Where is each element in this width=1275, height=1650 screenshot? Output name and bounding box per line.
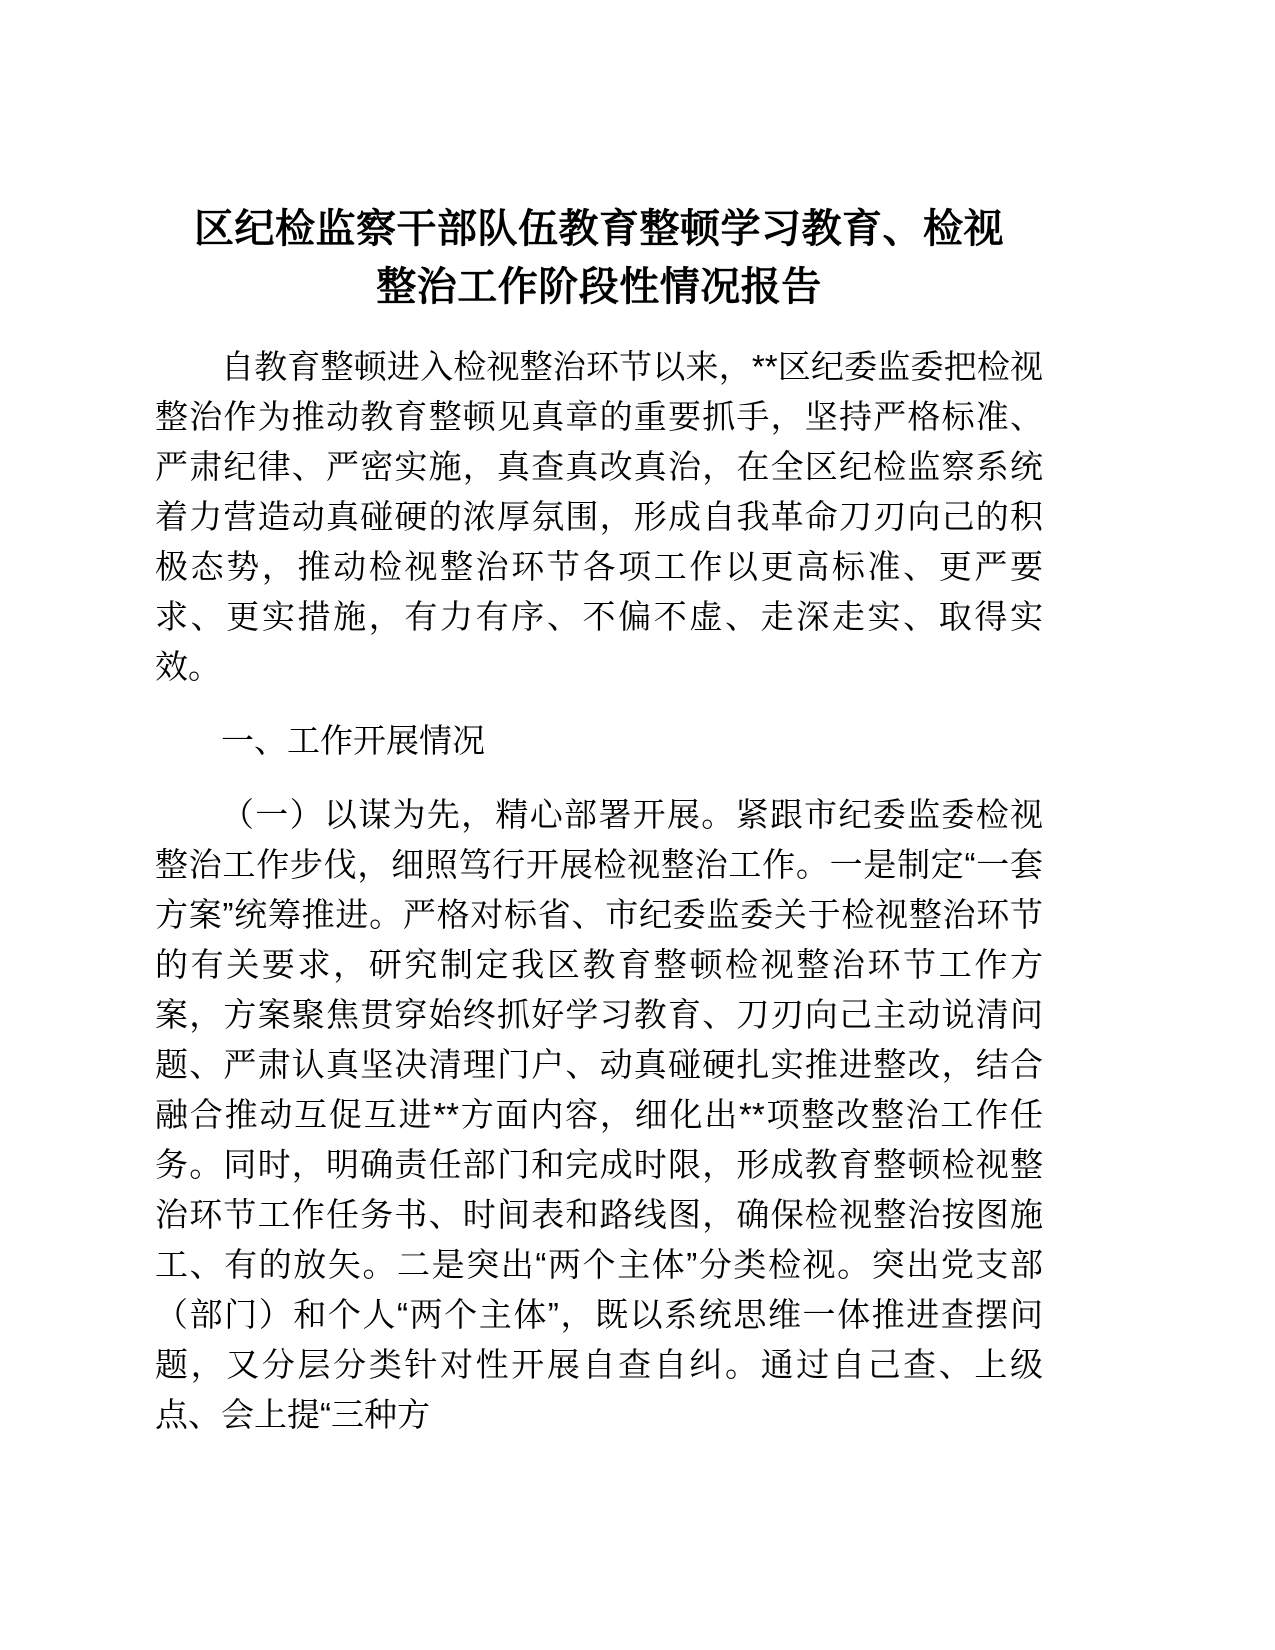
document-content-column [155,0,1043,1440]
intro-paragraph: 自教育整顿进入检视整治环节以来，**区纪委监委把检视整治作为推动教育整顿见真章的重要抓手，坚持严格标准、严肃纪律、严密实施，真查真改真治，在全区纪检监察系统着力营造动真碰硬的浓厚氛围，形成自我革命刀刃向己的积极态势，推动检视整治环节各项工作以更高标准、更严要求、更实措施，有力有序、不偏不虚、走深走实、取得实效。 [155,348,1043,685]
subsection-paragraph-1: （一）以谋为先，精心部署开展。紧跟市纪委监委检视整治工作步伐，细照笃行开展检视整治工作。一是制定“一套方案”统筹推进。严格对标省、市纪委监委关于检视整治环节的有关要求，研究制定我区教育整顿检视整治环节工作方案，方案聚焦贯穿始终抓好学习教育、刀刃向己主动说清问题、严肃认真坚决清理门户、动真碰硬扎实推进整改，结合融合推动互促互进**方面内容，细化出**项整改整治工作任务。同时，明确责任部门和完成时限，形成教育整顿检视整治环节工作任务书、时间表和路线图，确保检视整治按图施工、有的放矢。二是突出“两个主体”分类检视。突出党支部（部门）和个人“两个主体”，既以系统思维一体推进查摆问题，又分层分类针对性开展自查自纠。通过自己查、上级点、会上提“三种方 [155,796,1043,1433]
page-title-line-1: 区纪检监察干部队伍教育整顿学习教育、检视 [194,207,1004,251]
page-title-line-2: 整治工作阶段性情况报告 [376,265,822,309]
section-heading-1: 一、工作开展情况 [221,722,485,759]
page-title [155,0,1043,316]
